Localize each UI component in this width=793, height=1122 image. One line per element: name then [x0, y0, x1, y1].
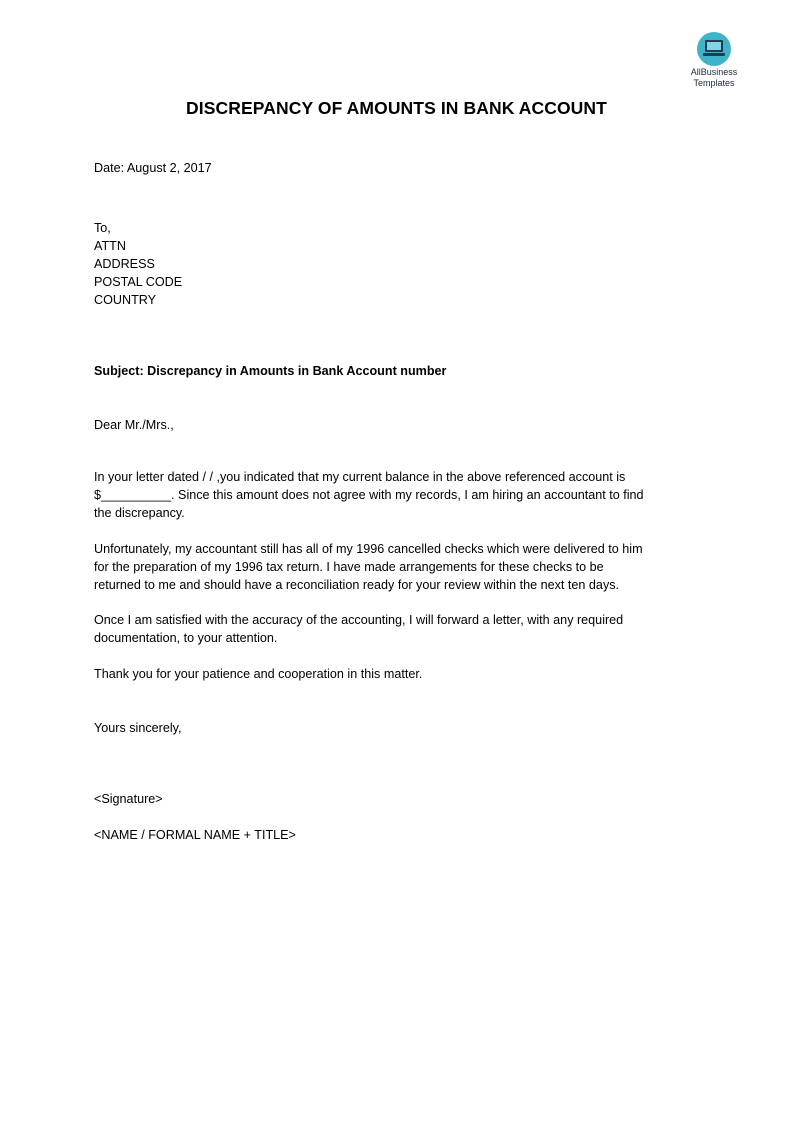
paragraph-2-line: for the preparation of my 1996 tax return. I have made arrangements for these checks to be — [94, 560, 604, 574]
paragraph-3-line: documentation, to your attention. — [94, 631, 278, 645]
letter-subject: Subject: Discrepancy in Amounts in Bank Account number — [94, 364, 447, 378]
paragraph-2 — [94, 540, 643, 594]
recipient-to: To, — [94, 221, 111, 235]
salutation: Dear Mr./Mrs., — [94, 418, 174, 432]
recipient-attn: ATTN — [94, 239, 126, 253]
recipient-block — [94, 219, 182, 309]
paragraph-4: Thank you for your patience and cooperation in this matter. — [94, 667, 423, 681]
paragraph-1-line: In your letter dated / / ,you indicated that my current balance in the above referenced account is — [94, 470, 626, 484]
name-title-placeholder: <NAME / FORMAL NAME + TITLE> — [94, 828, 296, 842]
logo-text-line1: AllBusiness — [690, 67, 738, 77]
recipient-country: COUNTRY — [94, 293, 157, 307]
paragraph-1-line: the discrepancy. — [94, 506, 185, 520]
letter-date: Date: August 2, 2017 — [94, 161, 212, 175]
allbusiness-logo — [682, 32, 746, 88]
paragraph-1-line: $__________. Since this amount does not agree with my records, I am hiring an accountant to find — [94, 488, 644, 502]
recipient-postal-code: POSTAL CODE — [94, 275, 183, 289]
paragraph-3 — [94, 611, 623, 647]
recipient-address: ADDRESS — [94, 257, 155, 271]
laptop-icon — [697, 32, 731, 66]
paragraph-2-line: Unfortunately, my accountant still has all of my 1996 cancelled checks which were delivered to him — [94, 542, 643, 556]
paragraph-3-line: Once I am satisfied with the accuracy of the accounting, I will forward a letter, with any required — [94, 613, 624, 627]
logo-text-line2: Templates — [693, 78, 735, 88]
closing: Yours sincerely, — [94, 721, 182, 735]
paragraph-2-line: returned to me and should have a reconciliation ready for your review within the next ten days. — [94, 578, 620, 592]
signature-placeholder: <Signature> — [94, 792, 163, 806]
document-title: DISCREPANCY OF AMOUNTS IN BANK ACCOUNT — [186, 98, 607, 118]
paragraph-1 — [94, 468, 644, 522]
